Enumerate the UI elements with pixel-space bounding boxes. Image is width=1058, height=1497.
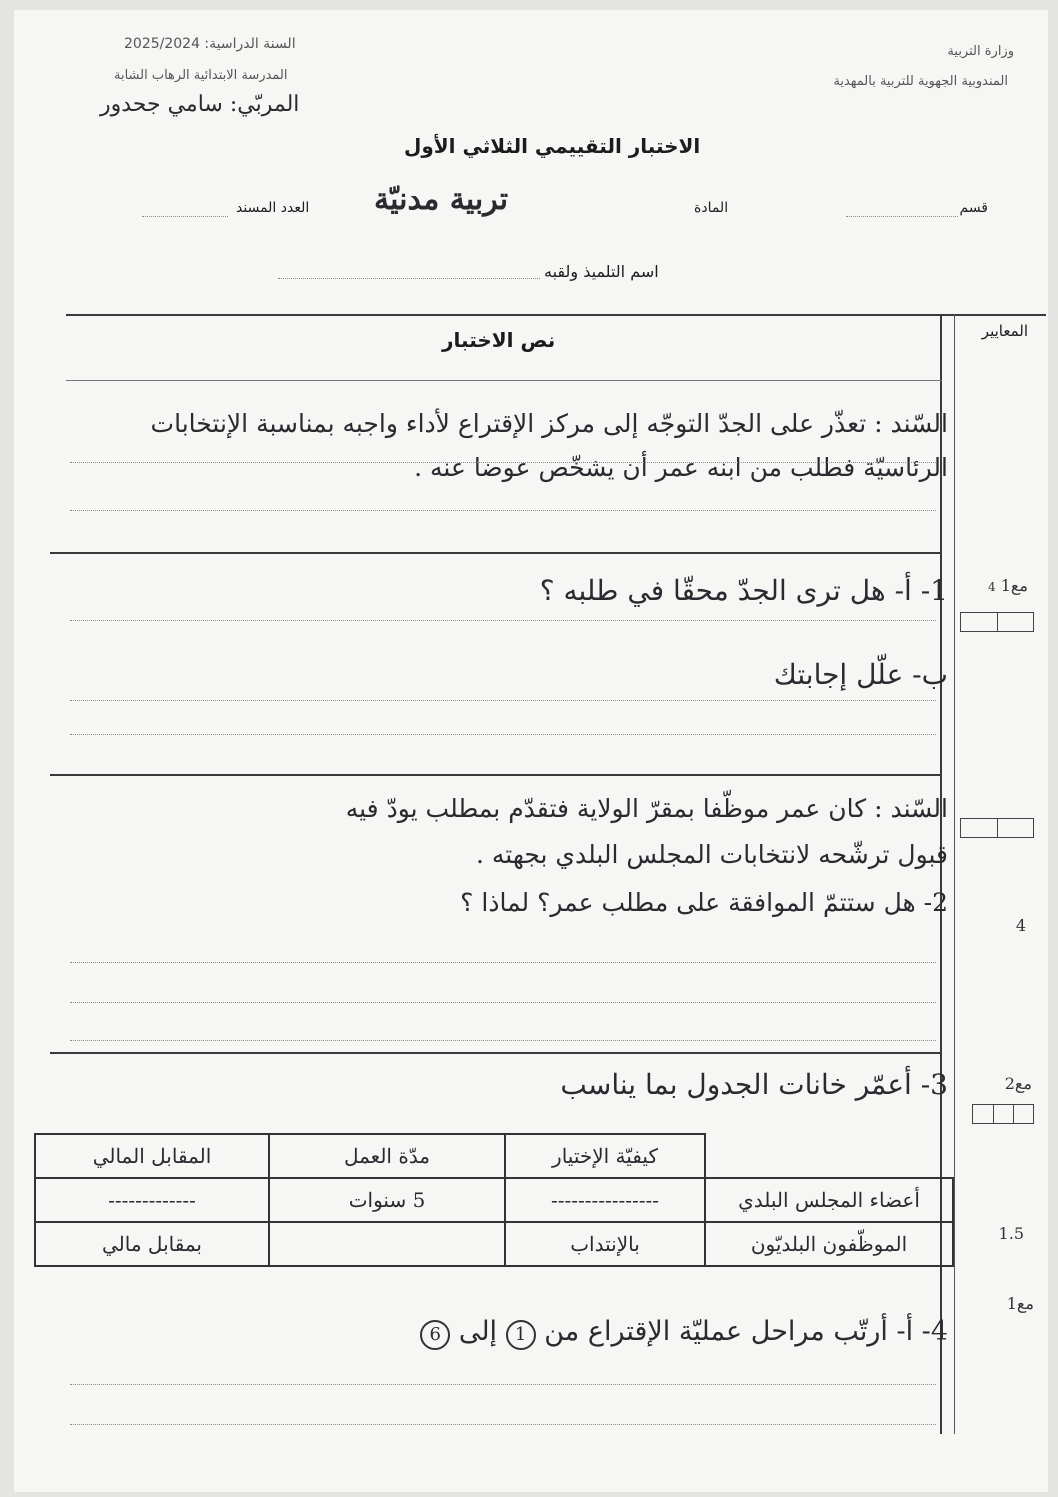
section-divider-1 — [50, 552, 942, 554]
ruled-line — [70, 510, 936, 511]
score-boxes-1[interactable] — [960, 612, 1034, 632]
frame-top-line — [66, 314, 1046, 316]
order-start-circle: 1 — [506, 1320, 536, 1350]
question-4-to-word: إلى — [458, 1316, 498, 1347]
table-header-row — [35, 1134, 953, 1178]
question-1b: ب- علّل إجابتك — [773, 658, 948, 691]
question-3-score: 1.5 — [998, 1224, 1024, 1243]
question-2-score: 4 — [1015, 916, 1026, 935]
answer-table — [34, 1133, 954, 1267]
subject-label: المادة — [694, 200, 729, 216]
ruled-line — [70, 734, 936, 735]
criteria-label: المعايير — [981, 322, 1028, 340]
teacher-name: المربّي: سامي جحدور — [100, 92, 300, 117]
table-header-cell: المقابل المالي — [35, 1134, 269, 1178]
table-cell: بالإنتداب — [505, 1222, 705, 1266]
sanad-1: السّند : تعذّر على الجدّ التوجّه إلى مركز الإقتراع لأداء واجبه بمناسبة الإنتخابات الرئاسيّة فطلب من ابنه عمر أن يشخّص عوضا عنه . — [150, 409, 948, 482]
student-name-field[interactable] — [278, 278, 540, 279]
ruled-line — [70, 1424, 936, 1425]
table-cell[interactable]: ---------------- — [505, 1178, 705, 1222]
school-name: المدرسة الابتدائية الرهاب الشابة — [114, 68, 288, 83]
section-divider-2 — [50, 774, 942, 776]
sanad-2-line-1: السّند : كان عمر موظّفا بمقرّ الولاية فتقدّم بمطلب يودّ فيه — [345, 794, 948, 823]
ruled-line — [70, 462, 936, 463]
table-cell[interactable]: ------------- — [35, 1178, 269, 1222]
class-field[interactable] — [846, 216, 958, 217]
subject-name: تربية مدنيّة — [374, 182, 509, 217]
score-boxes-3[interactable] — [972, 1104, 1034, 1124]
table-header-cell: كيفيّة الإختيار — [505, 1134, 705, 1178]
ruled-line — [70, 1040, 936, 1041]
criteria-column-divider-inner — [954, 314, 955, 1434]
ruled-line — [70, 962, 936, 963]
score-label: العدد المسند — [236, 200, 310, 216]
heading-underline — [66, 380, 942, 381]
criterion-1-score — [988, 576, 1028, 595]
ruled-line — [70, 700, 936, 701]
question-2: 2- هل ستتمّ الموافقة على مطلب عمر؟ لماذا ؟ — [460, 888, 948, 917]
table-row — [35, 1178, 953, 1222]
question-4-text: 4- أ- أرتّب مراحل عمليّة الإقتراع من — [544, 1316, 948, 1347]
criterion-3-label: مع1 — [1006, 1294, 1034, 1313]
table-cell: الموظّفون البلديّون — [705, 1222, 953, 1266]
table-cell: 5 سنوات — [269, 1178, 505, 1222]
section-divider-3 — [50, 1052, 942, 1054]
table-header-cell — [705, 1134, 953, 1178]
score-field[interactable] — [142, 216, 228, 217]
table-cell: أعضاء المجلس البلدي — [705, 1178, 953, 1222]
question-3: 3- أعمّر خانات الجدول بما يناسب — [560, 1068, 948, 1101]
table-row — [35, 1222, 953, 1266]
criterion-1-label: مع1 — [1000, 576, 1028, 595]
sanad-2-line-2: قبول ترشّحه لانتخابات المجلس البلدي بجهته . — [475, 840, 948, 869]
exam-sheet — [14, 10, 1048, 1492]
criterion-1-max: 4 — [987, 580, 996, 594]
class-label: قسم — [959, 200, 988, 216]
question-4 — [420, 1316, 948, 1350]
criterion-2-label: مع2 — [1004, 1074, 1032, 1093]
ruled-line — [70, 1384, 936, 1385]
text-heading: نص الاختبار — [442, 328, 556, 352]
ruled-line — [70, 1002, 936, 1003]
student-label: اسم التلميذ ولقبه — [544, 262, 659, 281]
question-1a: 1- أ- هل ترى الجدّ محقّا في طلبه ؟ — [539, 574, 948, 607]
exam-title: الاختبار التقييمي الثلاثي الأول — [404, 134, 701, 158]
regional-office: المندوبية الجهوية للتربية بالمهدية — [833, 74, 1008, 89]
score-boxes-2[interactable] — [960, 818, 1034, 838]
ruled-line — [70, 620, 936, 621]
table-cell[interactable] — [269, 1222, 505, 1266]
order-end-circle: 6 — [420, 1320, 450, 1350]
ministry: وزارة التربية — [947, 44, 1014, 59]
table-cell: بمقابل مالي — [35, 1222, 269, 1266]
table-header-cell: مدّة العمل — [269, 1134, 505, 1178]
school-year: السنة الدراسية: 2025/2024 — [124, 36, 296, 52]
